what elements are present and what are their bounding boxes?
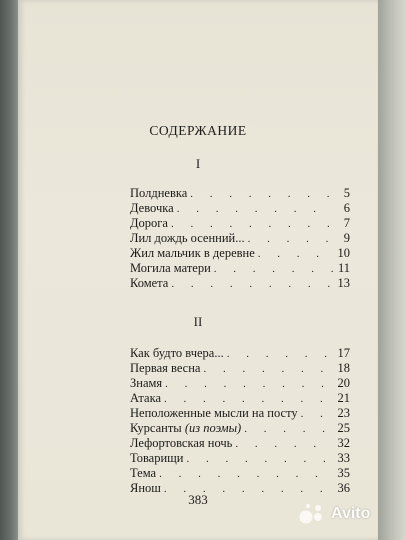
- avito-watermark: [298, 502, 370, 526]
- toc-list-section-2: [130, 346, 350, 496]
- dot-leader: [187, 452, 334, 467]
- toc-entry-page: 35: [337, 466, 350, 480]
- toc-entry: [130, 261, 350, 276]
- toc-entry-page: 21: [337, 391, 350, 405]
- dot-leader: [203, 362, 333, 377]
- dot-leader: [165, 377, 333, 392]
- toc-entry-page: 11: [337, 261, 350, 275]
- toc-entry-title: Девочка: [130, 201, 174, 215]
- toc-entry-title: [130, 421, 241, 436]
- toc-entry: [130, 216, 350, 231]
- toc-entry: [130, 186, 350, 201]
- toc-entry: [130, 361, 350, 376]
- toc-entry: [130, 451, 350, 466]
- toc-entry-title: Полдневка: [130, 186, 188, 200]
- toc-entry: [130, 421, 350, 436]
- toc-entry-page: 20: [337, 376, 350, 390]
- toc-entry: [130, 376, 350, 391]
- dot-leader: [301, 407, 333, 422]
- toc-entry-title: Неположенные мысли на посту: [130, 406, 298, 420]
- dot-leader: [235, 437, 333, 452]
- page-number: 383: [188, 492, 208, 507]
- toc-entry-page: 23: [337, 406, 350, 420]
- book-spine-shadow: [0, 0, 18, 540]
- toc-entry-page: 36: [337, 481, 350, 495]
- toc-entry-title: Лефортовская ночь: [130, 436, 233, 450]
- dot-leader: [159, 467, 333, 482]
- section-number-2: II: [193, 314, 203, 329]
- toc-entry-note: (из поэмы): [184, 421, 242, 435]
- toc-entry-title: Атака: [130, 391, 161, 405]
- avito-logo-icon: [298, 502, 326, 526]
- dot-leader: [214, 262, 333, 277]
- toc-entry-title: Первая весна: [130, 361, 201, 375]
- toc-entry: [130, 231, 350, 246]
- toc-entry-title: Тема: [130, 466, 157, 480]
- toc-entry-title: Янош: [130, 481, 161, 495]
- toc-list-section-1: [130, 186, 350, 291]
- dot-leader: [171, 277, 333, 292]
- toc-entry-title: Комета: [130, 276, 169, 290]
- toc-entry-title: Знамя: [130, 376, 163, 390]
- toc-entry-page: 6: [343, 201, 350, 215]
- toc-entry: [130, 436, 350, 451]
- dot-leader: [164, 392, 333, 407]
- dot-leader: [248, 232, 333, 247]
- toc-entry-page: 9: [343, 231, 350, 245]
- toc-entry: [130, 246, 350, 261]
- toc-entry-page: 33: [337, 451, 350, 465]
- toc-entry-title: Как будто вчера...: [130, 346, 224, 360]
- toc-entry-title: Дорога: [130, 216, 168, 230]
- toc-entry-page: 25: [337, 421, 350, 435]
- toc-entry: [130, 391, 350, 406]
- dot-leader: [190, 187, 333, 202]
- avito-watermark-text: Avito: [331, 505, 371, 522]
- toc-entry: [130, 276, 350, 291]
- book-page: [18, 0, 378, 540]
- toc-entry-title: Жил мальчик в деревне: [130, 246, 255, 260]
- toc-entry-title: Могила матери: [130, 261, 211, 275]
- toc-entry-title: Товарищи: [130, 451, 184, 465]
- toc-entry-page: 18: [337, 361, 350, 375]
- toc-entry: [130, 406, 350, 421]
- toc-entry-page: 32: [337, 436, 350, 450]
- toc-entry-page: 5: [343, 186, 350, 200]
- toc-entry: [130, 346, 350, 361]
- dot-leader: [227, 347, 333, 362]
- toc-entry-title: Лил дождь осенний...: [130, 231, 245, 245]
- dot-leader: [171, 217, 333, 232]
- toc-entry-page: 10: [337, 246, 350, 260]
- section-number-1: I: [195, 156, 201, 171]
- toc-entry: [130, 466, 350, 481]
- page-title: СОДЕРЖАНИЕ: [149, 123, 247, 138]
- dot-leader: [258, 247, 333, 262]
- toc-entry: [130, 201, 350, 216]
- dot-leader: [177, 202, 333, 217]
- toc-entry-page: 7: [343, 216, 350, 230]
- dot-leader: [244, 422, 333, 437]
- book-page-edges: [378, 0, 405, 540]
- toc-entry-title-text: Курсанты: [130, 421, 182, 435]
- toc-entry-page: 13: [337, 276, 350, 290]
- toc-entry-page: 17: [337, 346, 350, 360]
